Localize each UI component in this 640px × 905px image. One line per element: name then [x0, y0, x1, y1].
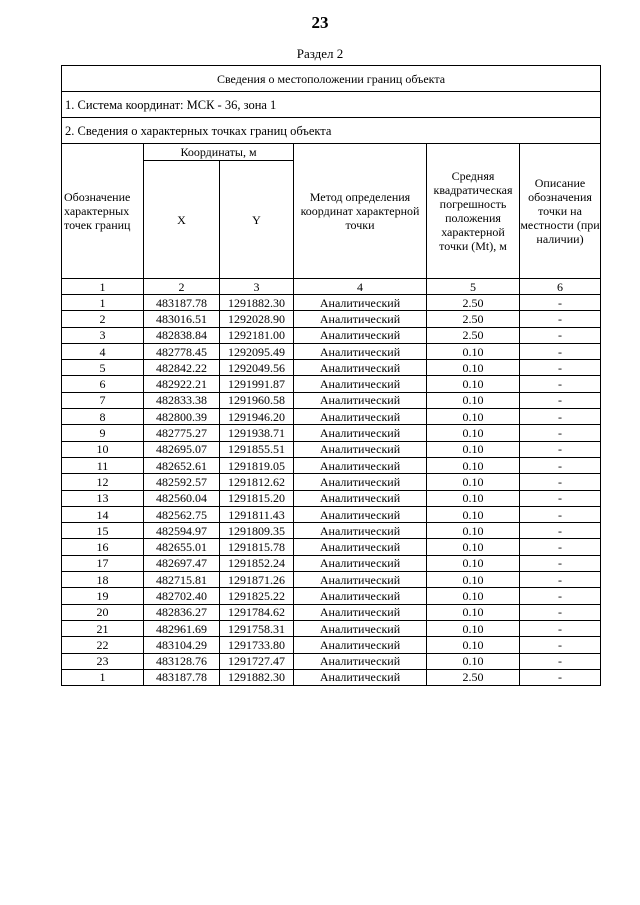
error-cell: 2.50 — [427, 669, 520, 685]
table-row — [62, 360, 601, 376]
description-cell: - — [520, 604, 601, 620]
x-coordinate-cell: 482655.01 — [144, 539, 220, 555]
table-row — [62, 343, 601, 359]
point-number-cell: 15 — [62, 523, 144, 539]
error-cell: 0.10 — [427, 620, 520, 636]
y-coordinate-cell: 1292049.56 — [220, 360, 294, 376]
x-coordinate-cell: 482842.22 — [144, 360, 220, 376]
point-number-cell: 1 — [62, 669, 144, 685]
header-x: X — [144, 161, 220, 279]
point-number-cell: 3 — [62, 327, 144, 343]
error-cell: 0.10 — [427, 637, 520, 653]
method-cell: Аналитический — [294, 669, 427, 685]
description-cell: - — [520, 295, 601, 311]
error-cell: 2.50 — [427, 295, 520, 311]
section-label: Раздел 2 — [296, 46, 344, 61]
method-cell: Аналитический — [294, 392, 427, 408]
y-coordinate-cell: 1291882.30 — [220, 295, 294, 311]
y-coordinate-cell: 1291809.35 — [220, 523, 294, 539]
table-row — [62, 539, 601, 555]
point-number-cell: 16 — [62, 539, 144, 555]
y-coordinate-cell: 1291825.22 — [220, 588, 294, 604]
x-coordinate-cell: 482778.45 — [144, 343, 220, 359]
x-coordinate-cell: 482652.61 — [144, 457, 220, 473]
header-y: Y — [220, 161, 294, 279]
table-row — [62, 474, 601, 490]
method-cell: Аналитический — [294, 572, 427, 588]
description-cell: - — [520, 376, 601, 392]
table-row — [62, 572, 601, 588]
x-coordinate-cell: 482836.27 — [144, 604, 220, 620]
y-coordinate-cell: 1292181.00 — [220, 327, 294, 343]
y-coordinate-cell: 1291882.30 — [220, 669, 294, 685]
x-coordinate-cell: 482594.97 — [144, 523, 220, 539]
description-cell: - — [520, 588, 601, 604]
table-row — [62, 311, 601, 327]
header-error: Средняя квадратическая погрешность положения характерной точки (Mt), м — [427, 144, 520, 279]
table-row — [62, 588, 601, 604]
error-cell: 0.10 — [427, 474, 520, 490]
method-cell: Аналитический — [294, 409, 427, 425]
column-numbers-row — [62, 279, 601, 295]
table-row — [62, 425, 601, 441]
error-cell: 0.10 — [427, 572, 520, 588]
description-cell: - — [520, 506, 601, 522]
description-cell: - — [520, 620, 601, 636]
y-coordinate-cell: 1291733.80 — [220, 637, 294, 653]
point-number-cell: 13 — [62, 490, 144, 506]
y-coordinate-cell: 1291758.31 — [220, 620, 294, 636]
method-cell: Аналитический — [294, 295, 427, 311]
column-number: 4 — [294, 279, 427, 295]
method-cell: Аналитический — [294, 474, 427, 490]
description-cell: - — [520, 392, 601, 408]
table-row — [62, 409, 601, 425]
method-cell: Аналитический — [294, 506, 427, 522]
header-description: Описание обозначения точки на местности (при наличии) — [520, 144, 601, 279]
method-cell: Аналитический — [294, 311, 427, 327]
x-coordinate-cell: 482961.69 — [144, 620, 220, 636]
point-number-cell: 10 — [62, 441, 144, 457]
table-row — [62, 392, 601, 408]
point-number-cell: 9 — [62, 425, 144, 441]
description-cell: - — [520, 311, 601, 327]
header-method: Метод определения координат характерной точки — [294, 144, 427, 279]
description-cell: - — [520, 441, 601, 457]
boundary-points-table — [61, 65, 601, 686]
method-cell: Аналитический — [294, 425, 427, 441]
point-number-cell: 8 — [62, 409, 144, 425]
method-cell: Аналитический — [294, 604, 427, 620]
description-cell: - — [520, 457, 601, 473]
point-number-cell: 22 — [62, 637, 144, 653]
x-coordinate-cell: 482562.75 — [144, 506, 220, 522]
y-coordinate-cell: 1292028.90 — [220, 311, 294, 327]
x-coordinate-cell: 482838.84 — [144, 327, 220, 343]
method-cell: Аналитический — [294, 555, 427, 571]
method-cell: Аналитический — [294, 457, 427, 473]
method-cell: Аналитический — [294, 490, 427, 506]
table-row — [62, 457, 601, 473]
point-number-cell: 17 — [62, 555, 144, 571]
error-cell: 0.10 — [427, 523, 520, 539]
point-number-cell: 11 — [62, 457, 144, 473]
table-row — [62, 523, 601, 539]
error-cell: 0.10 — [427, 539, 520, 555]
y-coordinate-cell: 1291855.51 — [220, 441, 294, 457]
description-cell: - — [520, 637, 601, 653]
method-cell: Аналитический — [294, 343, 427, 359]
column-number: 3 — [220, 279, 294, 295]
table-row — [62, 669, 601, 685]
table-row — [62, 653, 601, 669]
table-row — [62, 327, 601, 343]
error-cell: 0.10 — [427, 506, 520, 522]
description-cell: - — [520, 490, 601, 506]
header-point-designation: Обозначение характерных точек границ — [62, 144, 144, 279]
point-number-cell: 23 — [62, 653, 144, 669]
description-cell: - — [520, 327, 601, 343]
x-coordinate-cell: 482592.57 — [144, 474, 220, 490]
description-cell: - — [520, 425, 601, 441]
point-number-cell: 7 — [62, 392, 144, 408]
y-coordinate-cell: 1291815.20 — [220, 490, 294, 506]
method-cell: Аналитический — [294, 523, 427, 539]
error-cell: 0.10 — [427, 588, 520, 604]
points-caption: 2. Сведения о характерных точках границ объекта — [62, 118, 601, 144]
method-cell: Аналитический — [294, 588, 427, 604]
error-cell: 0.10 — [427, 490, 520, 506]
error-cell: 0.10 — [427, 555, 520, 571]
error-cell: 0.10 — [427, 604, 520, 620]
error-cell: 2.50 — [427, 311, 520, 327]
point-number-cell: 12 — [62, 474, 144, 490]
table-row — [62, 295, 601, 311]
description-cell: - — [520, 343, 601, 359]
page-number: 23 — [311, 13, 329, 32]
error-cell: 0.10 — [427, 376, 520, 392]
description-cell: - — [520, 539, 601, 555]
description-cell: - — [520, 409, 601, 425]
description-cell: - — [520, 555, 601, 571]
table-row — [62, 490, 601, 506]
table-row — [62, 555, 601, 571]
error-cell: 0.10 — [427, 653, 520, 669]
error-cell: 0.10 — [427, 441, 520, 457]
error-cell: 0.10 — [427, 392, 520, 408]
y-coordinate-cell: 1291784.62 — [220, 604, 294, 620]
point-number-cell: 19 — [62, 588, 144, 604]
y-coordinate-cell: 1291938.71 — [220, 425, 294, 441]
point-number-cell: 5 — [62, 360, 144, 376]
y-coordinate-cell: 1291811.43 — [220, 506, 294, 522]
x-coordinate-cell: 482702.40 — [144, 588, 220, 604]
method-cell: Аналитический — [294, 327, 427, 343]
x-coordinate-cell: 483187.78 — [144, 295, 220, 311]
point-number-cell: 14 — [62, 506, 144, 522]
description-cell: - — [520, 669, 601, 685]
y-coordinate-cell: 1291871.26 — [220, 572, 294, 588]
x-coordinate-cell: 483104.29 — [144, 637, 220, 653]
error-cell: 0.10 — [427, 409, 520, 425]
x-coordinate-cell: 482697.47 — [144, 555, 220, 571]
table-row — [62, 604, 601, 620]
x-coordinate-cell: 482715.81 — [144, 572, 220, 588]
point-number-cell: 4 — [62, 343, 144, 359]
column-number: 2 — [144, 279, 220, 295]
column-number: 5 — [427, 279, 520, 295]
point-number-cell: 18 — [62, 572, 144, 588]
description-cell: - — [520, 653, 601, 669]
x-coordinate-cell: 483016.51 — [144, 311, 220, 327]
x-coordinate-cell: 482800.39 — [144, 409, 220, 425]
x-coordinate-cell: 482560.04 — [144, 490, 220, 506]
error-cell: 0.10 — [427, 343, 520, 359]
table-title: Сведения о местоположении границ объекта — [62, 66, 601, 92]
error-cell: 2.50 — [427, 327, 520, 343]
column-number: 6 — [520, 279, 601, 295]
table-row — [62, 637, 601, 653]
column-number: 1 — [62, 279, 144, 295]
table-row — [62, 620, 601, 636]
method-cell: Аналитический — [294, 539, 427, 555]
y-coordinate-cell: 1291812.62 — [220, 474, 294, 490]
point-number-cell: 21 — [62, 620, 144, 636]
error-cell: 0.10 — [427, 457, 520, 473]
error-cell: 0.10 — [427, 425, 520, 441]
x-coordinate-cell: 482695.07 — [144, 441, 220, 457]
point-number-cell: 6 — [62, 376, 144, 392]
x-coordinate-cell: 482922.21 — [144, 376, 220, 392]
table-row — [62, 506, 601, 522]
table-row — [62, 376, 601, 392]
x-coordinate-cell: 482775.27 — [144, 425, 220, 441]
x-coordinate-cell: 483128.76 — [144, 653, 220, 669]
y-coordinate-cell: 1291819.05 — [220, 457, 294, 473]
method-cell: Аналитический — [294, 637, 427, 653]
coordinate-system: 1. Система координат: МСК - 36, зона 1 — [62, 92, 601, 118]
y-coordinate-cell: 1291727.47 — [220, 653, 294, 669]
error-cell: 0.10 — [427, 360, 520, 376]
description-cell: - — [520, 360, 601, 376]
y-coordinate-cell: 1292095.49 — [220, 343, 294, 359]
y-coordinate-cell: 1291815.78 — [220, 539, 294, 555]
description-cell: - — [520, 474, 601, 490]
y-coordinate-cell: 1291852.24 — [220, 555, 294, 571]
method-cell: Аналитический — [294, 376, 427, 392]
table-row — [62, 441, 601, 457]
description-cell: - — [520, 523, 601, 539]
method-cell: Аналитический — [294, 360, 427, 376]
point-number-cell: 20 — [62, 604, 144, 620]
y-coordinate-cell: 1291946.20 — [220, 409, 294, 425]
header-coordinates: Координаты, м — [144, 144, 294, 161]
y-coordinate-cell: 1291991.87 — [220, 376, 294, 392]
x-coordinate-cell: 482833.38 — [144, 392, 220, 408]
method-cell: Аналитический — [294, 620, 427, 636]
x-coordinate-cell: 483187.78 — [144, 669, 220, 685]
method-cell: Аналитический — [294, 441, 427, 457]
y-coordinate-cell: 1291960.58 — [220, 392, 294, 408]
point-number-cell: 2 — [62, 311, 144, 327]
method-cell: Аналитический — [294, 653, 427, 669]
description-cell: - — [520, 572, 601, 588]
point-number-cell: 1 — [62, 295, 144, 311]
